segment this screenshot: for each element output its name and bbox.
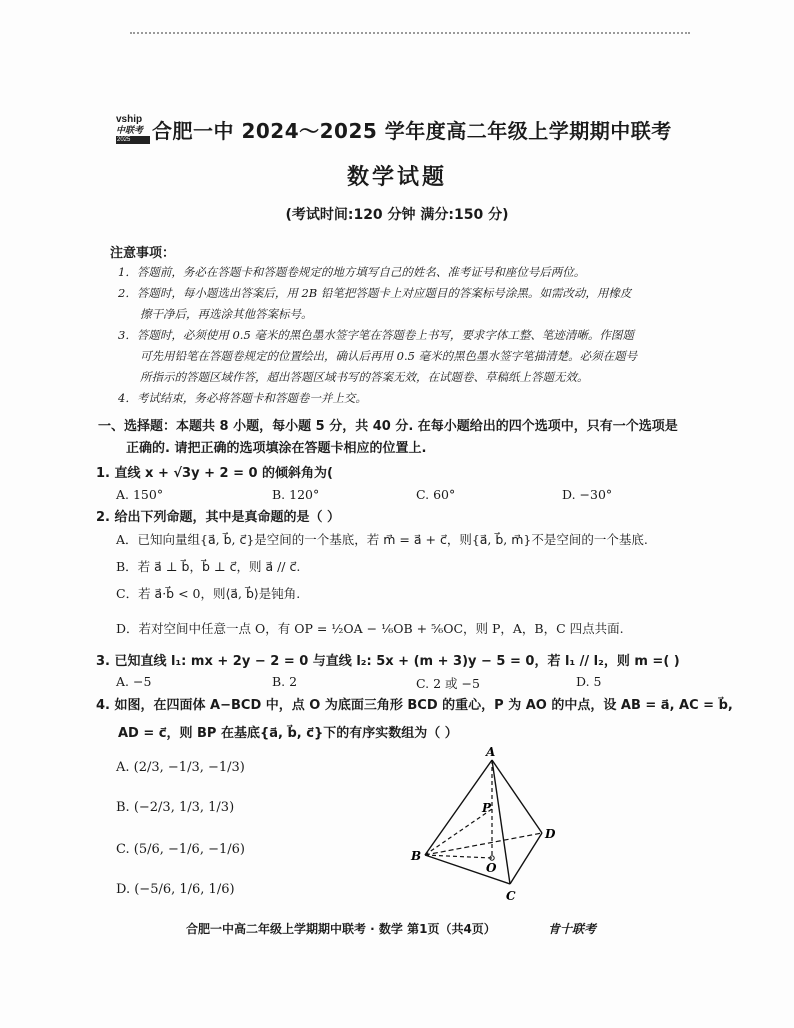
segment-bo	[425, 855, 492, 858]
label-b: B	[411, 849, 422, 863]
logo-line2: 中联考	[116, 125, 144, 135]
label-c: C	[506, 889, 516, 903]
note-item-cont: 所指示的答题区域作答，超出答题区域书写的答案无效，在试题卷、草稿纸上答题无效。	[140, 370, 589, 384]
q2-option-d: D．若对空间中任意一点 O，有 OP = ½OA − ⅙OB + ⅚OC，则 P，A，B，C 四点共面.	[116, 621, 624, 636]
question-4-stem-line2: AD = c⃗，则 BP 在基底{a⃗, b⃗, c⃗}下的有序实数组为（ ）	[118, 726, 458, 741]
edge-bc	[425, 855, 510, 884]
q3-option-d: D. 5	[576, 674, 602, 689]
q3-option-a: A. −5	[116, 674, 152, 689]
question-1-stem: 1. 直线 x + √3y + 2 = 0 的倾斜角为(	[96, 466, 334, 481]
notes-title: 注意事项：	[110, 246, 176, 261]
note-item: 2．答题时，每小题选出答案后，用 2B 铅笔把答题卡上对应题目的答案标号涂黑。如需改动，用橡皮	[118, 286, 632, 300]
q4-option-a: A. (2/3, −1/3, −1/3)	[116, 760, 245, 775]
label-d: D	[545, 827, 556, 841]
section-line1: 一、选择题：本题共 8 小题，每小题 5 分，共 40 分. 在每小题给出的四个选项中，只有一个选项是	[98, 419, 678, 434]
question-3-options	[116, 674, 676, 692]
question-1-options	[116, 487, 676, 505]
q2-option-b: B．若 a⃗ ⊥ b⃗，b⃗ ⊥ c⃗，则 a⃗ // c⃗.	[116, 559, 301, 574]
question-3-stem: 3. 已知直线 l₁: mx + 2y − 2 = 0 与直线 l₂: 5x + (m + 3)y − 5 = 0，若 l₁ // l₂，则 m =( )	[96, 654, 680, 669]
page-footer: 合肥一中高二年级上学期期中联考 · 数学 第1页（共4页）	[186, 922, 496, 936]
section-heading	[98, 416, 698, 460]
label-p: P	[482, 801, 492, 815]
logo	[116, 114, 150, 152]
logo-line3: 2025	[116, 136, 150, 144]
q1-option-c: C. 60°	[416, 487, 456, 502]
section-line2: 正确的. 请把正确的选项填涂在答题卡相应的位置上.	[126, 441, 427, 456]
q4-option-d: D. (−5/6, 1/6, 1/6)	[116, 882, 235, 897]
q4-option-c: C. (5/6, −1/6, −1/6)	[116, 842, 245, 857]
exam-title: 合肥一中 2024～2025 学年度高二年级上学期期中联考	[152, 119, 672, 143]
note-item: 4．考试结束，务必将答题卡和答题卷一并上交。	[118, 391, 367, 405]
note-item: 1．答题前，务必在答题卡和答题卷规定的地方填写自己的姓名、准考证号和座位号后两位。	[118, 265, 586, 279]
tetrahedron-diagram	[400, 740, 580, 910]
footer-signature: 肯十联考	[548, 922, 597, 936]
q4-option-b: B. (−2/3, 1/3, 1/3)	[116, 800, 235, 815]
question-2-stem: 2. 给出下列命题，其中是真命题的是（ ）	[96, 510, 341, 525]
question-4-stem-line1: 4. 如图，在四面体 A−BCD 中，点 O 为底面三角形 BCD 的重心，P 为 AO 的中点，设 AB = a⃗, AC = b⃗,	[96, 698, 733, 713]
q1-option-a: A. 150°	[116, 487, 164, 502]
notes-list	[118, 262, 693, 409]
label-a: A	[486, 745, 496, 759]
top-dotted-line	[130, 32, 690, 38]
note-item-cont: 擦干净后，再选涂其他答案标号。	[140, 307, 313, 321]
subject-title: 数学试题	[346, 165, 447, 190]
q2-option-c: C．若 a⃗·b⃗ < 0，则⟨a⃗, b⃗⟩是钝角.	[116, 586, 301, 601]
edge-ad	[492, 760, 542, 833]
label-o: O	[486, 861, 497, 875]
q3-option-c: C. 2 或 −5	[416, 676, 480, 691]
note-item: 3．答题时，必须使用 0.5 毫米的黑色墨水签字笔在答题卷上书写，要求字体工整、笔迹清晰。作图题	[118, 328, 634, 342]
q1-option-b: B. 120°	[272, 487, 320, 502]
edge-bd	[425, 833, 542, 855]
logo-line1: vship	[116, 114, 143, 125]
q3-option-b: B. 2	[272, 674, 298, 689]
edge-cd	[510, 833, 542, 884]
q2-option-a: A．已知向量组{a⃗, b⃗, c⃗}是空间的一个基底，若 m⃗ = a⃗ + c⃗，则{a⃗, b⃗, m⃗}不是空间的一个基底.	[116, 532, 648, 547]
exam-info: (考试时间:120 分钟 满分:150 分)	[285, 207, 509, 223]
q1-option-d: D. −30°	[562, 487, 613, 502]
note-item-cont: 可先用铅笔在答题卷规定的位置绘出，确认后再用 0.5 毫米的黑色墨水签字笔描清楚。必须在题号	[140, 349, 638, 363]
